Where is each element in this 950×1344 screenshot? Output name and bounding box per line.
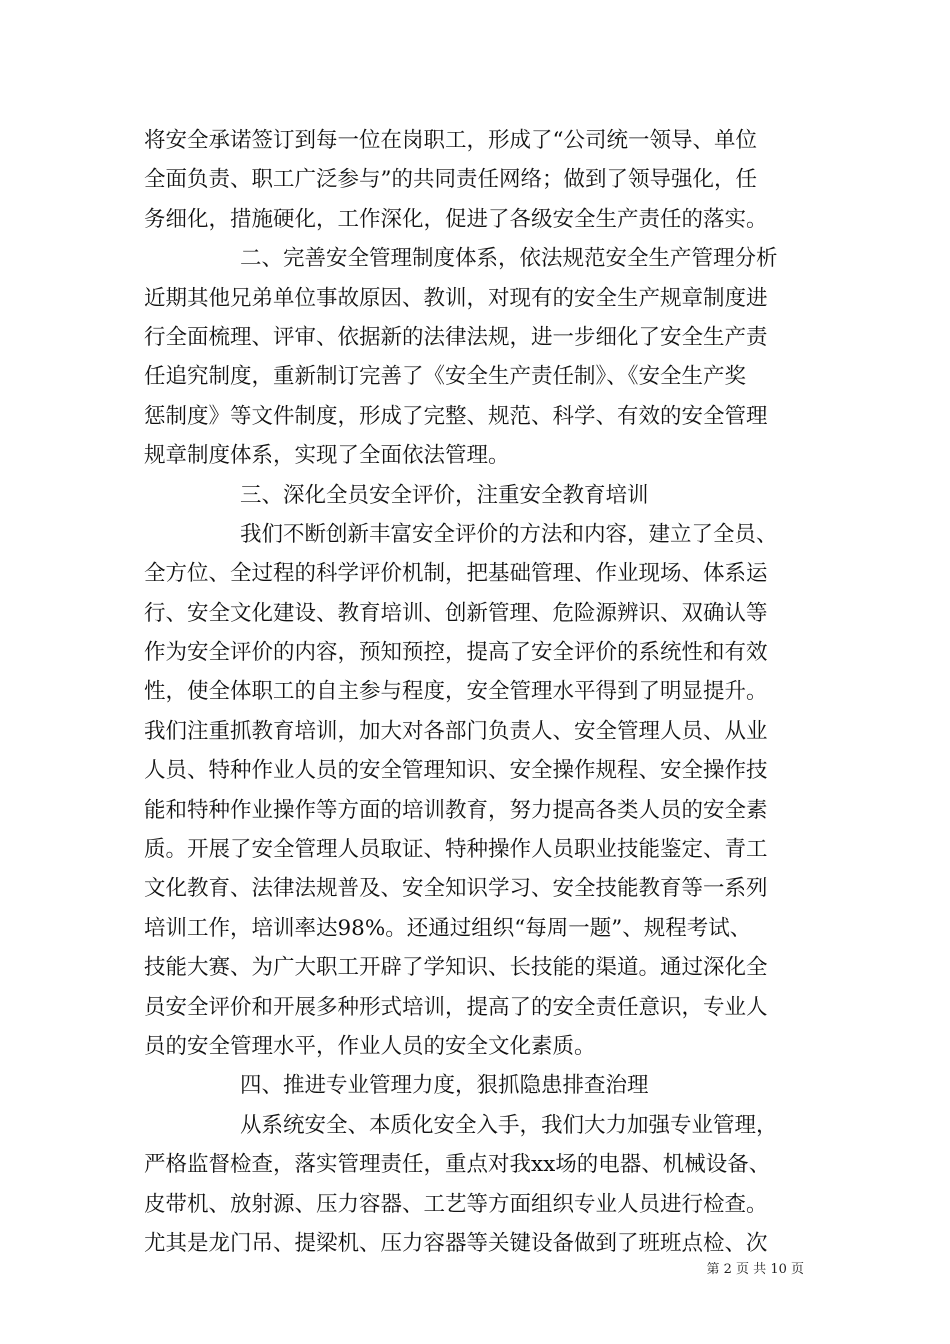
- text-line: 员安全评价和开展多种形式培训，提高了的安全责任意识，专业人: [144, 994, 768, 1020]
- text-line: 性，使全体职工的自主参与程度，安全管理水平得到了明显提升。: [144, 679, 768, 705]
- text-line: 将安全承诺签订到每一位在岗职工，形成了“公司统一领导、单位: [144, 128, 757, 153]
- text-line: 员的安全管理水平，作业人员的安全文化素质。: [144, 1033, 596, 1059]
- text-line: 严格监督检查，落实管理责任，重点对我xx场的电器、机械设备、: [144, 1152, 771, 1178]
- text-line: 作为安全评价的内容，预知预控，提高了安全评价的系统性和有效: [144, 640, 768, 666]
- text-line: 从系统安全、本质化安全入手，我们大力加强专业管理，: [240, 1112, 778, 1138]
- text-line: 全面负责、职工广泛参与”的共同责任网络；做到了领导强化，任: [144, 167, 757, 193]
- text-line: 质。开展了安全管理人员取证、特种操作人员职业技能鉴定、青工: [144, 837, 768, 863]
- text-line: 我们注重抓教育培训，加大对各部门负责人、安全管理人员、从业: [144, 718, 768, 744]
- text-line: 二、完善安全管理制度体系，依法规范安全生产管理分析: [240, 246, 778, 272]
- text-line: 四、推进专业管理力度，狠抓隐患排查治理: [240, 1073, 649, 1099]
- text-line: 务细化，措施硬化，工作深化，促进了各级安全生产责任的落实。: [144, 206, 768, 232]
- text-line: 惩制度》等文件制度，形成了完整、规范、科学、有效的安全管理: [144, 403, 768, 429]
- page-number-footer: 第 2 页 共 10 页: [706, 1262, 804, 1277]
- document-body: [144, 121, 806, 1263]
- text-line: 近期其他兄弟单位事故原因、教训，对现有的安全生产规章制度进: [144, 285, 768, 311]
- text-line: 规章制度体系，实现了全面依法管理。: [144, 443, 510, 469]
- text-line: 技能大赛、为广大职工开辟了学知识、长技能的渠道。通过深化全: [144, 955, 768, 981]
- text-line: 任追究制度，重新制订完善了《安全生产责任制》、《安全生产奖: [144, 364, 747, 390]
- text-line: 培训工作，培训率达98%。还通过组织“每周一题”、规程考试、: [144, 915, 752, 941]
- text-line: 全方位、全过程的科学评价机制，把基础管理、作业现场、体系运: [144, 561, 768, 587]
- text-line: 人员、特种作业人员的安全管理知识、安全操作规程、安全操作技: [144, 758, 768, 784]
- text-line: 尤其是龙门吊、提梁机、压力容器等关键设备做到了班班点检、次: [144, 1230, 768, 1256]
- text-line: 能和特种作业操作等方面的培训教育，努力提高各类人员的安全素: [144, 797, 768, 823]
- text-line: 我们不断创新丰富安全评价的方法和内容，建立了全员、: [240, 521, 778, 547]
- text-line: 文化教育、法律法规普及、安全知识学习、安全技能教育等一系列: [144, 876, 768, 902]
- text-line: 行、安全文化建设、教育培训、创新管理、危险源辨识、双确认等: [144, 600, 768, 626]
- text-line: 三、深化全员安全评价，注重安全教育培训: [240, 482, 649, 508]
- text-line: 行全面梳理、评审、依据新的法律法规，进一步细化了安全生产责: [144, 324, 768, 350]
- text-line: 皮带机、放射源、压力容器、工艺等方面组织专业人员进行检查。: [144, 1191, 768, 1217]
